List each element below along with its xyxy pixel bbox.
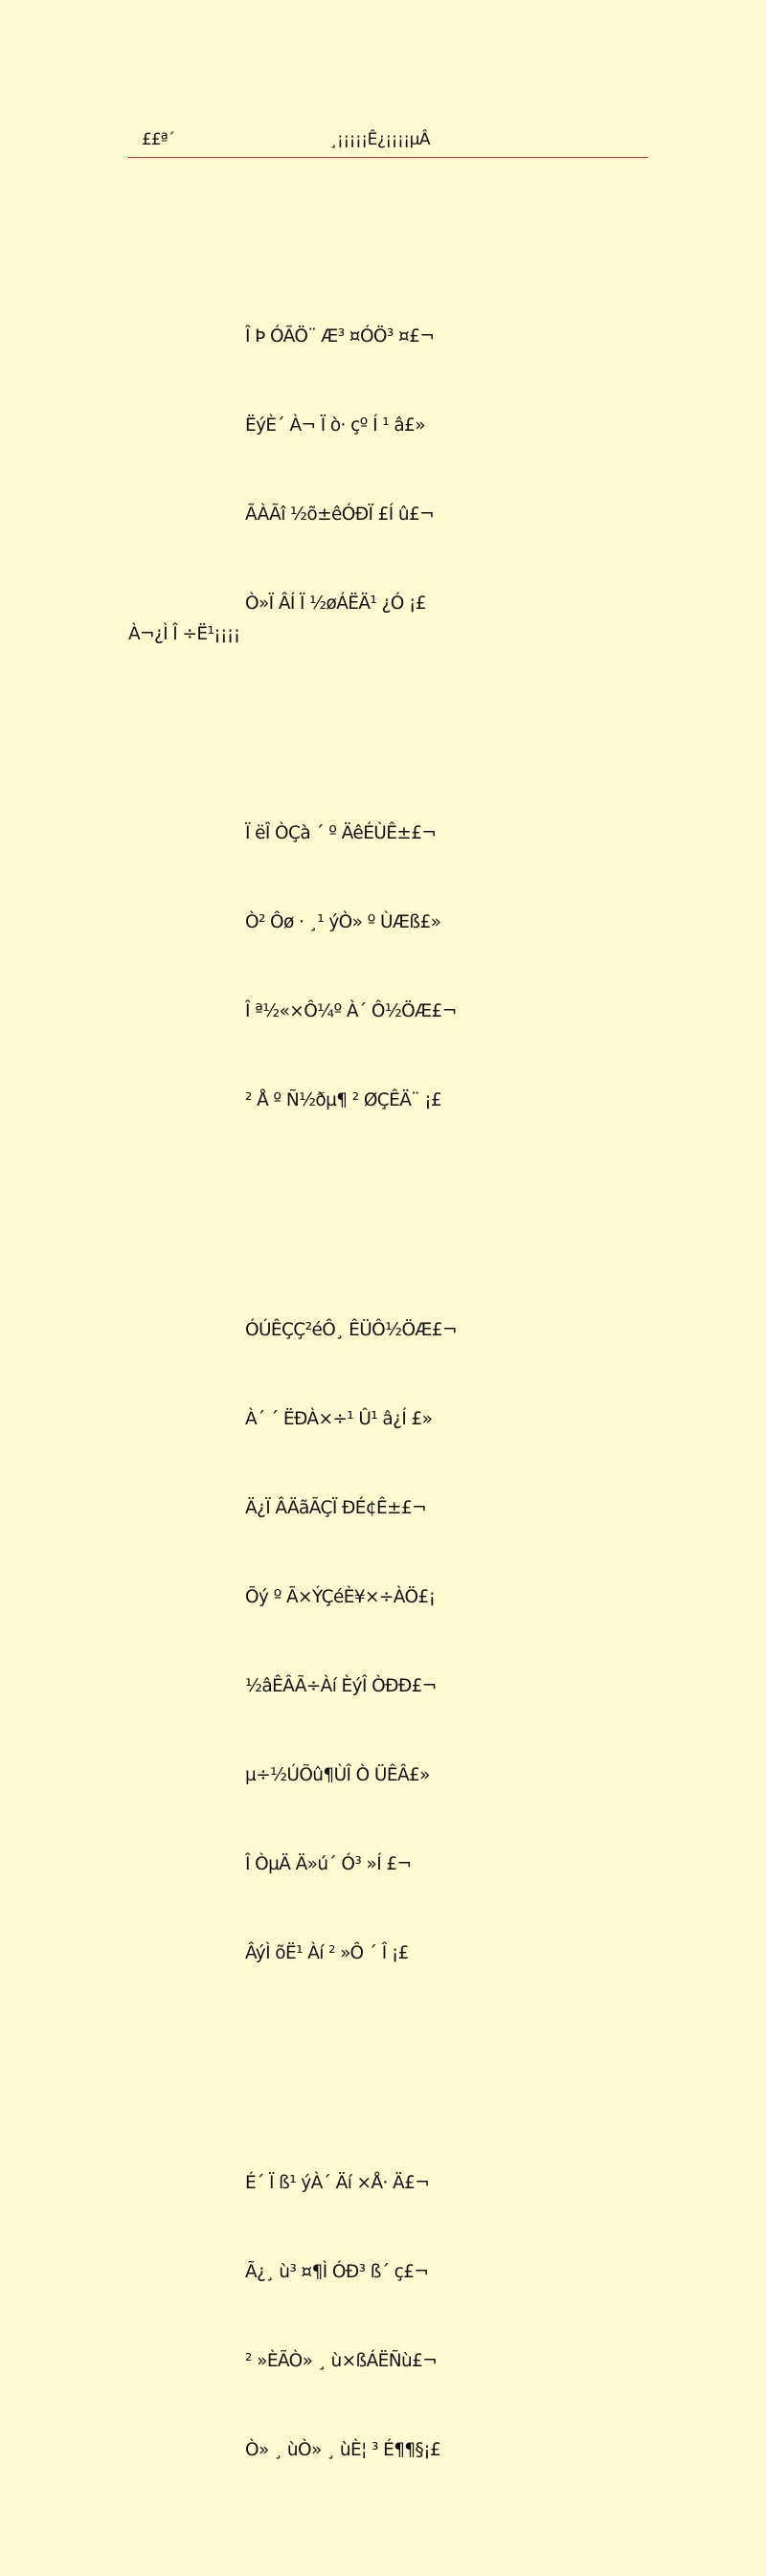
poem-line: É´ Ï ß¹ ýÀ´ Äí ×Å· Ä£¬ [245,2173,430,2193]
poem-line: µ÷½ÚÕû¶ÙÎ Ò ÜÊÂ£» [245,1765,430,1785]
poem-line: Ã¿¸ ù³ ¤¶Ì ÓÐ³ ß´ ç£¬ [245,2262,429,2282]
poem-line: ÂýÌ õË¹ Àí ² »Ô ´ Î ¡£ [245,1943,409,1963]
stanza [245,262,457,678]
poem-line: Õý º Ã×ÝÇéÈ¥×÷ÀÖ£¡ [245,1587,436,1607]
poem-line: À´ ´ ËÐÀ×÷¹ Û¹ â¿Í £» [245,1409,433,1429]
poem-line: ÃÀÃî ½õ±êÓÐÏ £Í û£¬ [245,504,435,525]
poem-line: Ò² Ôø · ¸¹ ýÒ» º ÙÆß£» [245,912,441,932]
header-rule [127,157,648,158]
poem-line: Ï ëÎ ÒÇà ´ º ÄêÉÙÊ±£¬ [245,823,437,843]
poem-line: ² Å º Ñ½ðµ¶ ² ØÇÊÄ¨ ¡£ [245,1090,442,1110]
running-header-left: ££ª´ [142,130,175,149]
poem-line: ÓÚÊÇÇ²éÔ¸ ÊÜÔ½ÖÆ£¬ [245,1320,457,1340]
stanza [245,2109,457,2524]
poem-body [245,203,457,2576]
poem-line: Ä¿Ï ÂÄãÃÇÏ ÐÉ¢Ê±£¬ [245,1498,427,1518]
poem-line: Î Þ ÓÃÖ¨ Æ³ ¤ÓÖ³ ¤£¬ [245,326,435,347]
running-header-title: ¸¡¡¡¡¡Ê¿¡¡¡¡µÂ [329,130,431,149]
poem-line: ½âÊÂÃ÷Àí ÈýÎ ÒÐÐ£¬ [245,1676,437,1696]
poem-line: ËýÈ´ À¬ Ï ò· çº Í ¹ â£» [245,415,425,436]
poem-line: Ò» ¸ ùÒ» ¸ ùÈ¦ ³ É¶¶§¡£ [245,2440,441,2460]
stanza [245,1256,457,2027]
poem-line: Ò»Ï ÂÍ Ï ½øÁËÄ¹ ¿Ó ¡£ [245,594,426,614]
margin-note: À¬¿Ì Î ÷Ë¹¡¡¡¡ [128,624,240,644]
stanza [245,759,457,1175]
poem-line: Î ÒµÄ Ä»ú´ Ó³ »Í £¬ [245,1854,412,1874]
poem-line: Î ª½«×Ô¼º À´ Ô½ÖÆ£¬ [245,1001,457,1021]
poem-line: ² »ÈÃÒ» ¸ ù×ßÁËÑù£¬ [245,2351,438,2371]
